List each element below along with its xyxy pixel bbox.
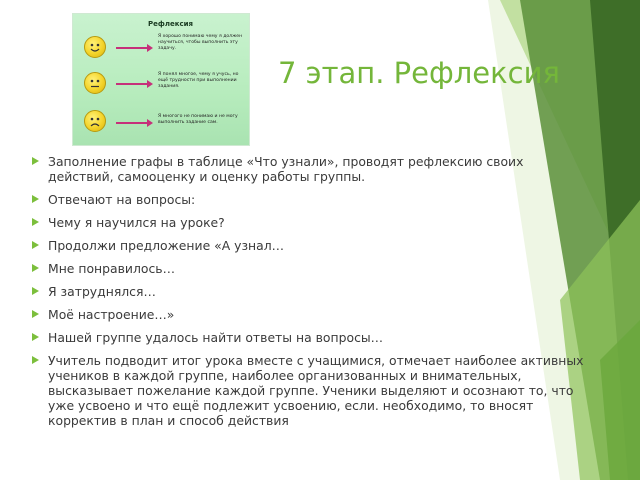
bullet-list <box>30 154 590 436</box>
thumbnail-row-text: Я понял многое, чему я учусь, но ещё трудности при выполнении задания. <box>158 72 239 89</box>
list-item: Чему я научился на уроке? <box>30 215 590 230</box>
list-item: Моё настроение…» <box>30 307 590 322</box>
neutral-face-icon <box>84 72 106 94</box>
thumbnail-title: Рефлексия <box>148 20 193 28</box>
thumbnail-row-text: Я хорошо понимаю чему я должен научиться, чтобы выполнить эту задачу. <box>158 34 243 51</box>
arrow-right-icon <box>116 47 148 49</box>
list-item: Нашей группе удалось найти ответы на вопросы… <box>30 330 590 345</box>
list-item: Я затруднялся… <box>30 284 590 299</box>
arrow-right-icon <box>116 122 148 124</box>
list-item: Учитель подводит итог урока вместе с учащимися, отмечает наиболее активных учеников в каждой группе, наиболее организованных и внимательных, высказывает пожелание каждой группе. Ученики выделяют и осознают то, что уже усвоено и что ещё подлежит усвоению, если. необходимо, то вносят корректив в план и способ действия <box>30 353 590 428</box>
thumbnail-row-text: Я многого не понимаю и не могу выполнить задание сам. <box>158 114 238 125</box>
list-item: Отвечают на вопросы: <box>30 192 590 207</box>
arrow-right-icon <box>116 83 148 85</box>
sad-face-icon <box>84 110 106 132</box>
list-item: Заполнение графы в таблице «Что узнали», проводят рефлексию своих действий, самооценку и оценку работы группы. <box>30 154 590 184</box>
list-item: Мне понравилось… <box>30 261 590 276</box>
slide-title: 7 этап. Рефлексия <box>278 56 560 90</box>
list-item: Продолжи предложение «А узнал… <box>30 238 590 253</box>
happy-face-icon <box>84 36 106 58</box>
